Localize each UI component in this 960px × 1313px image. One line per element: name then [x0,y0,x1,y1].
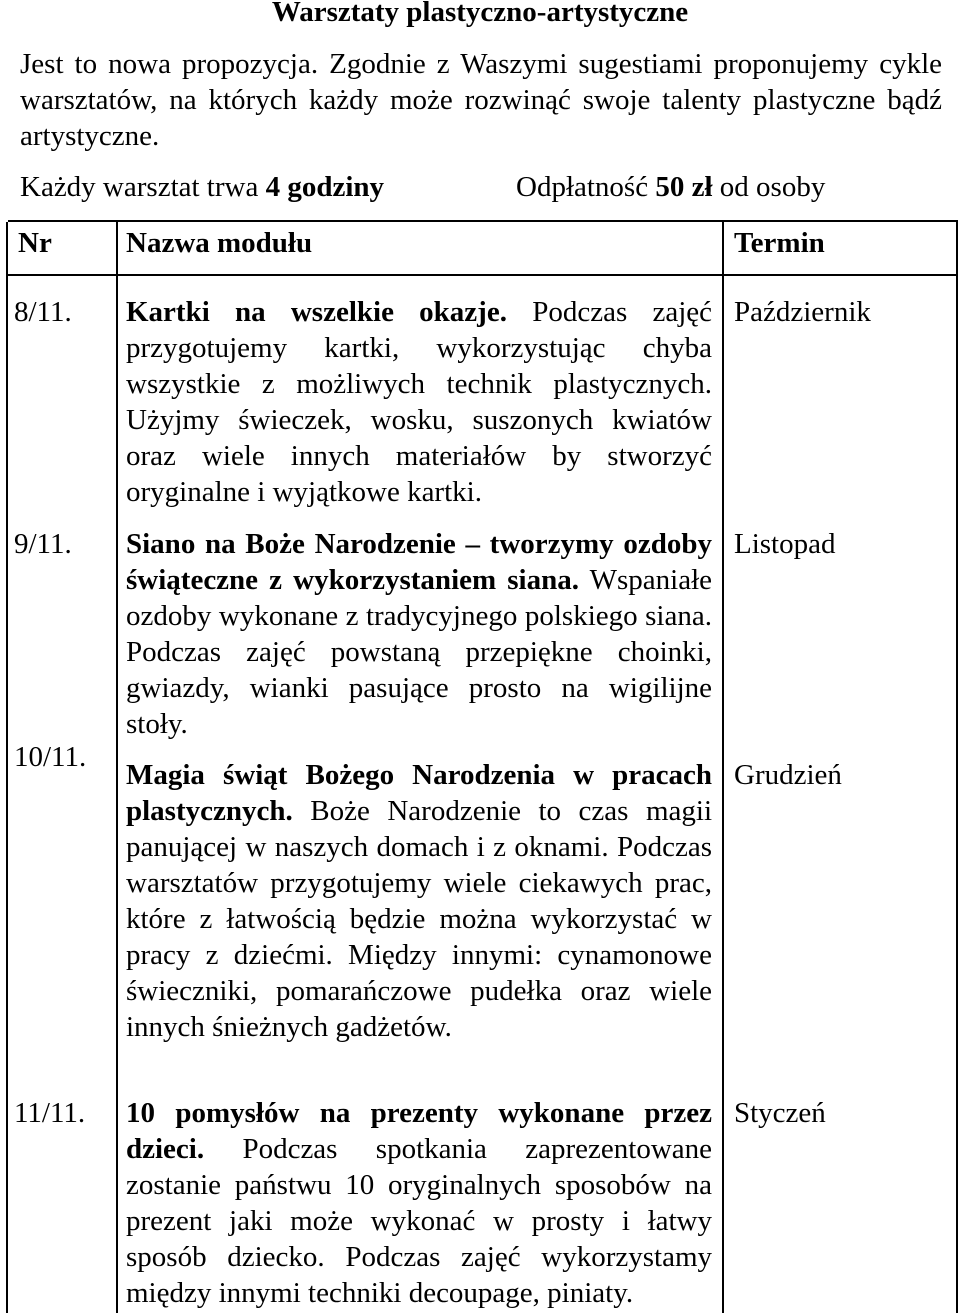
row-1-text: Podczas zajęć przygotujemy kartki, wykorzystując chyba wszystkie z możliwych technik plastycznych. Użyjmy świeczek, wosku, suszonych kwiatów oraz wiele innych materiałów by stworzyć oryginalne i wyjątkowe kartki. [126,296,713,508]
price-info [516,169,825,205]
row-4-title: 10 pomysłów na prezenty wykonane przez dzieci. [126,1097,712,1165]
row-2-term: Listopad [734,528,836,560]
header-name: Nazwa modułu [126,227,313,259]
header-nr: Nr [18,227,52,259]
duration-info [20,169,384,205]
table-header-divider [8,274,958,276]
row-3-description [126,757,712,1045]
row-4-term: Styczeń [734,1097,826,1129]
row-3-nr: 10/11. [14,741,87,773]
row-4-nr: 11/11. [14,1097,86,1129]
row-2-title: Siano na Boże Narodzenie – tworzymy ozdoby świąteczne z wykorzystaniem siana. [126,528,712,596]
row-2-text: Wspaniałe ozdoby wykonane z tradycyjnego polskiego siana. Podczas zajęć powstaną przepiękne choinki, gwiazdy, wianki pasujące prosto na wigilijne stoły. [126,564,712,740]
row-4-text: Podczas spotkania zaprezentowane zostanie państwu 10 oryginalnych sposobów na prezent jaki może wykonać w prosty i łatwy sposób dziecko. Podczas zajęć wykorzystamy między innymi techniki decoupage, piniaty. [126,1133,713,1309]
row-1-term: Październik [734,296,871,328]
row-4-description [126,1095,712,1311]
row-1-description [126,294,712,510]
table-divider-nr [116,222,118,1313]
row-3-title: Magia świąt Bożego Narodzenia w pracach plastycznych. [126,759,712,827]
table-divider-term [722,222,724,1313]
price-prefix: Odpłatność [516,171,649,203]
intro-paragraph: Jest to nowa propozycja. Zgodnie z Waszymi sugestiami proponujemy cykle warsztatów, na których każdy może rozwinąć swoje talenty plastyczne bądź artystyczne. [20,48,942,152]
row-1-title: Kartki na wszelkie okazje. [126,296,507,328]
header-term: Termin [734,227,825,259]
table-border-left [6,222,8,1313]
row-2-nr: 9/11. [14,528,72,560]
row-2-description [126,526,712,742]
price-suffix: od osoby [719,171,826,203]
table-border-right [956,222,958,1313]
duration-prefix: Każdy warsztat trwa [20,171,259,203]
document-title: Warsztaty plastyczno-artystyczne [271,0,689,28]
row-1-nr: 8/11. [14,296,72,328]
price-value: 50 zł [655,171,713,203]
duration-value: 4 godziny [265,171,385,203]
row-3-text: Boże Narodzenie to czas magii panującej w naszych domach i z oknami. Podczas warsztatów przygotujemy wiele ciekawych prac, które z łatwością będzie można wykorzystać w pracy z dziećmi. Między innymi: cynamonowe świeczniki, pomarańczowe pudełka oraz wiele innych śnieżnych gadżetów. [126,795,713,1043]
row-3-term: Grudzień [734,759,842,791]
